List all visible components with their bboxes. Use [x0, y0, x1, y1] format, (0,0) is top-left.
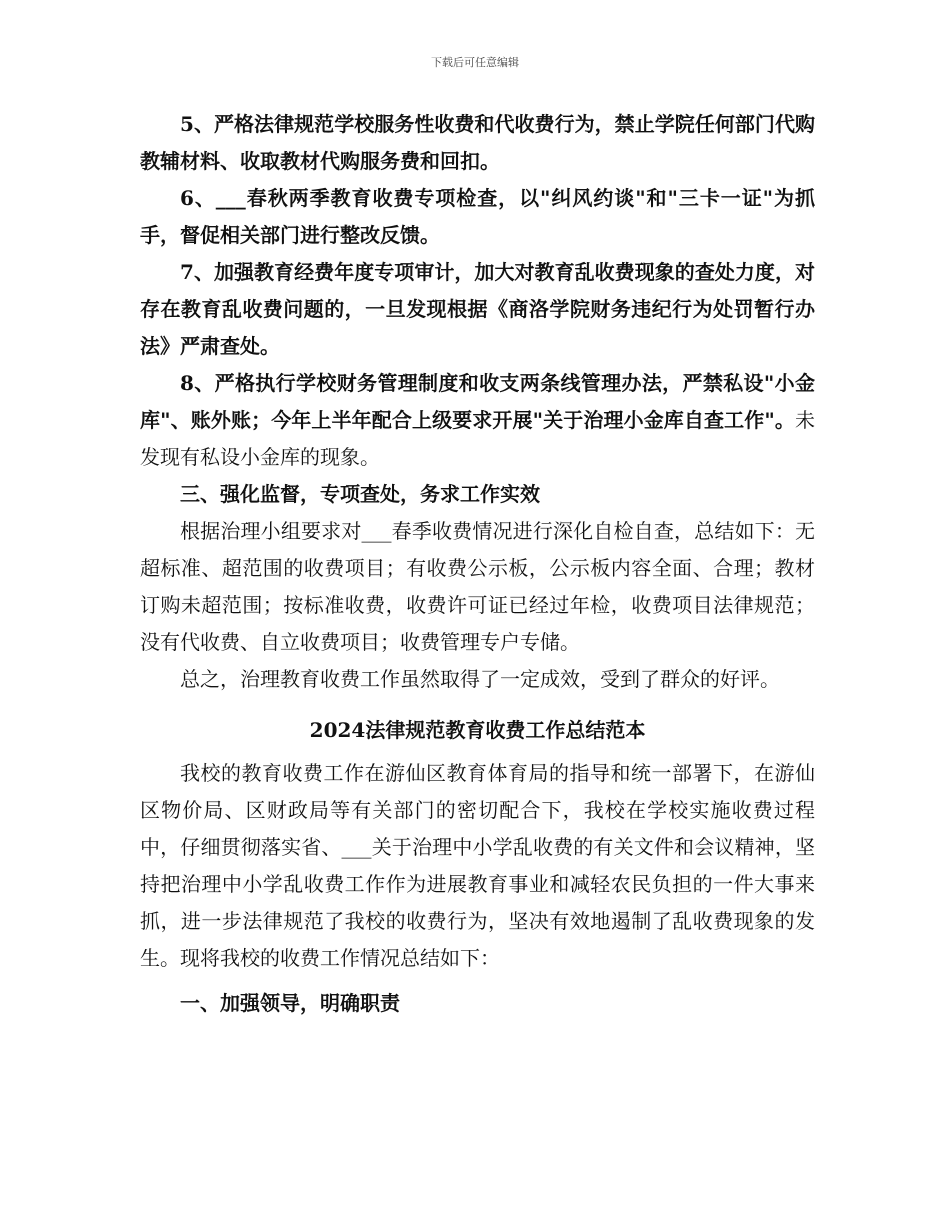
paragraph-self-check: 根据治理小组要求对___春季收费情况进行深化自检自查，总结如下：无超标准、超范围的收费项目；有收费公示板，公示板内容全面、合理；教材订购未超范围；按标准收费，收费许可证已经过年检，收费项目法律规范；没有代收费、自立收费项目；收费管理专户专储。 — [140, 519, 815, 654]
paragraph-item-6: 6、___春秋两季教育收费专项检查，以"纠风约谈"和"三卡一证"为抓手，督促相关部门进行整改反馈。 — [140, 186, 815, 247]
header-note: 下载后可任意编辑 — [431, 56, 519, 69]
paragraph-intro: 我校的教育收费工作在游仙区教育体育局的指导和统一部署下，在游仙区物价局、区财政局等有关部门的密切配合下，我校在学校实施收费过程中，仔细贯彻落实省、___关于治理中小学乱收费的有关文件和会议精神，坚持把治理中小学乱收费工作作为进展教育事业和减轻农民负担的一件大事来抓，进一步法律规范了我校的收费行为，坚决有效地遏制了乱收费现象的发生。现将我校的收费工作情况总结如下： — [140, 761, 815, 970]
paragraph-item-5: 5、严格法律规范学校服务性收费和代收费行为，禁止学院任何部门代购教辅材料、收取教材代购服务费和回扣。 — [140, 112, 815, 173]
paragraph-item-8-normal: 未发现有私设小金库的现象。 — [140, 408, 815, 469]
document-body — [140, 106, 815, 1022]
paragraph-summary: 总之，治理教育收费工作虽然取得了一定成效，受到了群众的好评。 — [180, 667, 780, 691]
section-heading-3: 三、强化监督，专项查处，务求工作实效 — [180, 482, 540, 506]
document-title: 2024法律规范教育收费工作总结范本 — [309, 718, 646, 742]
paragraph-item-8-bold: 8、严格执行学校财务管理制度和收支两条线管理办法，严禁私设"小金库"、账外账；今年上半年配合上级要求开展"关于治理小金库自查工作"。 — [140, 371, 815, 432]
paragraph-item-7: 7、加强教育经费年度专项审计，加大对教育乱收费现象的查处力度，对存在教育乱收费问题的，一旦发现根据《商洛学院财务违纪行为处罚暂行办法》严肃查处。 — [140, 260, 815, 358]
paragraph-item-8 — [140, 365, 815, 476]
section-heading-1: 一、加强领导，明确职责 — [180, 991, 400, 1015]
